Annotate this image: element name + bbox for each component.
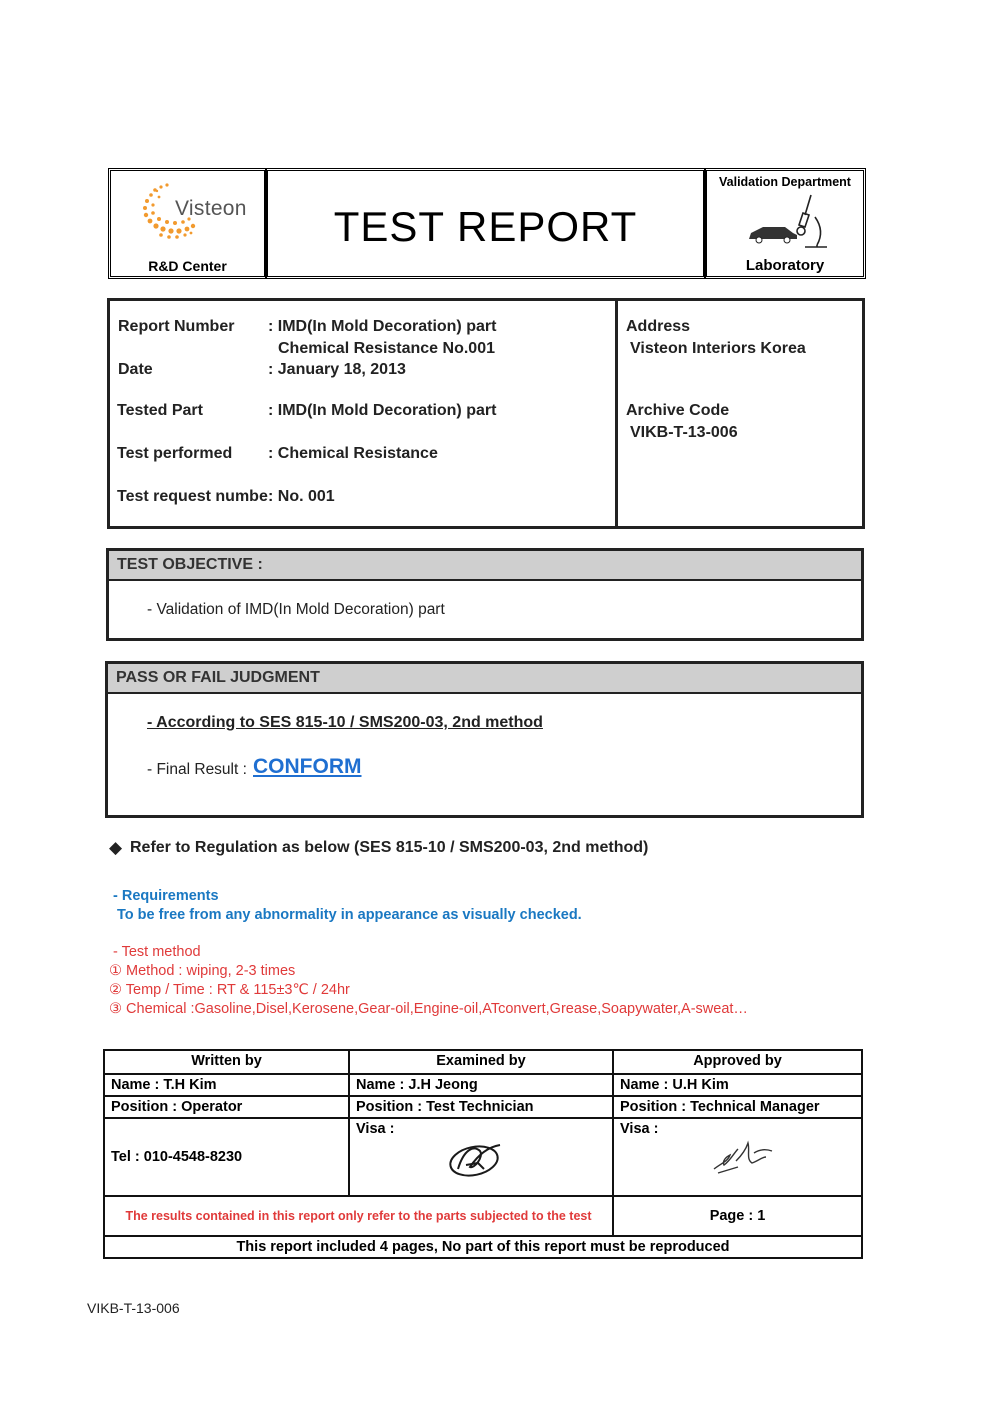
logo-subtitle: R&D Center	[148, 258, 227, 274]
department-name: Validation Department	[719, 175, 851, 189]
examined-by-name: Name : J.H Jeong	[349, 1074, 613, 1096]
examined-by-visa-cell	[349, 1118, 613, 1196]
requirements-text: To be free from any abnormality in appearance as visually checked.	[117, 907, 582, 923]
date-value: : January 18, 2013	[268, 361, 406, 378]
test-request-label: Test request numbe	[117, 488, 268, 505]
report-number-label: Report Number	[118, 318, 235, 335]
info-divider	[615, 301, 618, 526]
address-value: Visteon Interiors Korea	[630, 340, 806, 357]
written-by-name: Name : T.H Kim	[104, 1074, 349, 1096]
logo-text: Visteon	[175, 197, 247, 220]
test-objective-heading: TEST OBJECTIVE :	[109, 551, 861, 581]
requirements-title: - Requirements	[113, 888, 219, 904]
department-box	[704, 168, 866, 279]
logo-box	[108, 168, 267, 279]
signature-table	[103, 1049, 863, 1259]
page-title: TEST REPORT	[333, 203, 638, 250]
approved-by-visa-cell	[613, 1118, 862, 1196]
footer-note: This report included 4 pages, No part of this report must be reproduced	[104, 1236, 862, 1258]
judgment-according: - According to SES 815-10 / SMS200-03, 2nd method	[147, 714, 543, 731]
laboratory-label: Laboratory	[745, 257, 825, 274]
final-result-label: - Final Result :	[147, 761, 247, 778]
report-number-value-2: Chemical Resistance No.001	[278, 340, 495, 357]
regulation-bullet-icon: ◆	[109, 838, 123, 857]
microscope-car-icon	[745, 191, 831, 253]
judgment-heading: PASS OR FAIL JUDGMENT	[108, 664, 861, 694]
test-method-item: ① Method : wiping, 2-3 times	[109, 963, 296, 979]
report-number-value: : IMD(In Mold Decoration) part	[268, 318, 497, 335]
archive-code-value: VIKB-T-13-006	[630, 424, 738, 441]
disclaimer-text: The results contained in this report only refer to the parts subjected to the test	[104, 1196, 613, 1236]
document-code: VIKB-T-13-006	[87, 1300, 180, 1316]
approved-by-visa-label: Visa :	[620, 1121, 659, 1137]
test-method-item: ③ Chemical :Gasoline,Disel,Kerosene,Gear-oil,Engine-oil,ATconvert,Grease,Soapywater,A-sweat…	[109, 1001, 748, 1017]
signature-jeong-icon	[444, 1139, 514, 1179]
examined-by-header: Examined by	[349, 1050, 613, 1074]
address-label: Address	[626, 318, 691, 335]
date-label: Date	[118, 361, 153, 378]
report-info-box	[107, 298, 865, 529]
test-request-value: : No. 001	[268, 488, 335, 505]
regulation-text: Refer to Regulation as below (SES 815-10 / SMS200-03, 2nd method)	[130, 839, 649, 856]
test-performed-label: Test performed	[117, 445, 233, 462]
approved-by-name: Name : U.H Kim	[613, 1074, 862, 1096]
test-method-item: ② Temp / Time : RT & 115±3℃ / 24hr	[109, 982, 350, 998]
judgment-box	[105, 661, 864, 818]
test-objective-text: - Validation of IMD(In Mold Decoration) part	[147, 601, 445, 618]
test-objective-box	[106, 548, 864, 641]
examined-by-visa-label: Visa :	[356, 1121, 395, 1137]
written-by-position: Position : Operator	[104, 1096, 349, 1118]
written-by-header: Written by	[104, 1050, 349, 1074]
tested-part-value: : IMD(In Mold Decoration) part	[268, 402, 497, 419]
approved-by-position: Position : Technical Manager	[613, 1096, 862, 1118]
test-method-title: - Test method	[113, 944, 201, 960]
test-performed-value: : Chemical Resistance	[268, 445, 438, 462]
signature-kim-icon	[708, 1135, 784, 1177]
tested-part-label: Tested Part	[117, 402, 203, 419]
title-box	[265, 168, 706, 279]
archive-code-label: Archive Code	[626, 402, 730, 419]
final-result-value: CONFORM	[253, 755, 362, 778]
written-by-tel: Tel : 010-4548-8230	[104, 1118, 349, 1196]
examined-by-position: Position : Test Technician	[349, 1096, 613, 1118]
approved-by-header: Approved by	[613, 1050, 862, 1074]
page-number: Page : 1	[613, 1196, 862, 1236]
